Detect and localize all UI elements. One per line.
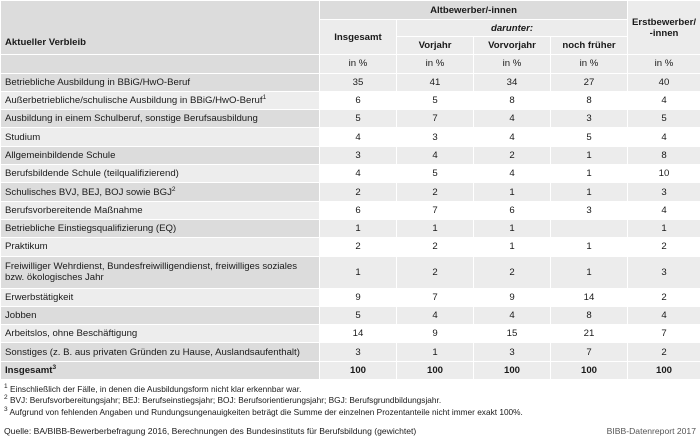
table-row xyxy=(1,343,700,361)
cell-value: 1 xyxy=(474,183,551,201)
cell-value: 7 xyxy=(397,288,474,306)
row-label xyxy=(1,146,320,164)
footnote-mark: 1 xyxy=(262,93,267,101)
footnote xyxy=(4,395,696,406)
cell-value: 3 xyxy=(551,110,628,128)
table-body xyxy=(1,73,700,379)
cell-value: 100 xyxy=(397,361,474,379)
cell-value: 4 xyxy=(320,128,397,146)
source-text: Quelle: BA/BIBB-Bewerberbefragung 2016, Berechnungen des Bundesinstituts für Berufsbildung (gewichtet) xyxy=(4,426,417,436)
cell-value: 34 xyxy=(474,73,551,91)
cell-value: 14 xyxy=(551,288,628,306)
cell-value: 35 xyxy=(320,73,397,91)
row-label xyxy=(1,91,320,109)
cell-value: 3 xyxy=(397,128,474,146)
row-label xyxy=(1,110,320,128)
cell-value: 40 xyxy=(628,73,700,91)
cell-value: 5 xyxy=(397,165,474,183)
row-label-text: Schulisches BVJ, BEJ, BOJ sowie BGJ xyxy=(5,186,172,198)
cell-value: 8 xyxy=(474,91,551,109)
row-label-text: Betriebliche Einstiegsqualifizierung (EQ) xyxy=(5,223,177,235)
row-label-text: Studium xyxy=(5,131,41,143)
table-row xyxy=(1,183,700,201)
row-label xyxy=(1,165,320,183)
cell-value: 100 xyxy=(551,361,628,379)
table-row xyxy=(1,306,700,324)
cell-value: 9 xyxy=(474,288,551,306)
cell-value: 7 xyxy=(551,343,628,361)
row-label xyxy=(1,306,320,324)
cell-value: 10 xyxy=(628,165,700,183)
cell-value: 100 xyxy=(628,361,700,379)
total-row xyxy=(1,361,700,379)
footnote-mark: 2 xyxy=(4,394,8,402)
cell-value: 4 xyxy=(474,165,551,183)
cell-value: 5 xyxy=(320,110,397,128)
vorvorjahr-header: Vorvorjahr xyxy=(474,37,551,55)
erstbewerber-header: Erstbewerber/ -innen xyxy=(628,1,700,55)
cell-value: 4 xyxy=(320,165,397,183)
cell-value: 3 xyxy=(320,343,397,361)
unit-label: in % xyxy=(628,55,700,73)
unit-label: in % xyxy=(551,55,628,73)
cell-value: 9 xyxy=(397,325,474,343)
table-row xyxy=(1,288,700,306)
table-row xyxy=(1,219,700,237)
cell-value: 2 xyxy=(397,256,474,288)
row-label-text: Freiwilliger Wehrdienst, Bundesfreiwilligendienst, freiwilliges soziales bzw. ökologisches Jahr xyxy=(5,261,298,284)
cell-value: 4 xyxy=(397,306,474,324)
cell-value: 8 xyxy=(628,146,700,164)
cell-value: 6 xyxy=(320,201,397,219)
cell-value: 4 xyxy=(474,306,551,324)
footnote-text: BVJ: Berufsvorbereitungsjahr; BEJ: Berufseinstiegsjahr; BOJ: Berufsorientierungsjahr; BGJ: Berufsgrundbildungsjahr. xyxy=(9,395,442,406)
row-label-text: Betriebliche Ausbildung in BBiG/HwO-Beruf xyxy=(5,76,191,88)
cell-value: 1 xyxy=(551,256,628,288)
cell-value: 2 xyxy=(628,288,700,306)
insgesamt-header: Insgesamt xyxy=(320,20,397,55)
row-label xyxy=(1,128,320,146)
cell-value: 8 xyxy=(551,91,628,109)
cell-value: 3 xyxy=(628,256,700,288)
cell-value: 1 xyxy=(551,146,628,164)
table-row xyxy=(1,201,700,219)
row-label-text: Berufsvorbereitende Maßnahme xyxy=(5,204,143,216)
cell-value: 4 xyxy=(628,91,700,109)
cell-value: 8 xyxy=(551,306,628,324)
cell-value: 4 xyxy=(628,306,700,324)
cell-value: 2 xyxy=(320,238,397,256)
row-label-text: Sonstiges (z. B. aus privaten Gründen zu Hause, Auslandsaufenthalt) xyxy=(5,346,300,358)
footnotes xyxy=(0,380,700,418)
row-label xyxy=(1,238,320,256)
row-label-header: Aktueller Verbleib xyxy=(1,1,320,55)
cell-value: 27 xyxy=(551,73,628,91)
row-label xyxy=(1,343,320,361)
cell-value: 1 xyxy=(551,238,628,256)
row-label-text: Berufsbildende Schule (teilqualifizierend) xyxy=(5,168,179,180)
row-label xyxy=(1,256,320,288)
cell-value: 4 xyxy=(474,128,551,146)
cell-value: 7 xyxy=(628,325,700,343)
footnote-mark: 3 xyxy=(52,363,57,371)
cell-value: 14 xyxy=(320,325,397,343)
footnote-text: Aufgrund von fehlenden Angaben und Rundungsungenauigkeiten beträgt die Summe der einzelnen Prozentanteile nicht immer exakt 100%. xyxy=(9,406,523,417)
cell-value: 1 xyxy=(551,165,628,183)
altbewerber-group-header: Altbewerber/-innen xyxy=(320,1,628,20)
cell-value: 2 xyxy=(397,183,474,201)
cell-value: 1 xyxy=(397,219,474,237)
row-label-text: Arbeitslos, ohne Beschäftigung xyxy=(5,328,138,340)
table-row xyxy=(1,91,700,109)
cell-value: 100 xyxy=(474,361,551,379)
noch-frueher-header: noch früher xyxy=(551,37,628,55)
cell-value: 1 xyxy=(628,219,700,237)
cell-value: 15 xyxy=(474,325,551,343)
source-line xyxy=(0,426,700,436)
row-label xyxy=(1,325,320,343)
table-row xyxy=(1,110,700,128)
cell-value: 1 xyxy=(320,256,397,288)
table-row xyxy=(1,165,700,183)
unit-label: in % xyxy=(397,55,474,73)
cell-value: 1 xyxy=(551,183,628,201)
cell-value: 3 xyxy=(551,201,628,219)
unit-row xyxy=(1,55,700,73)
cell-value: 5 xyxy=(551,128,628,146)
table-row xyxy=(1,256,700,288)
cell-value: 6 xyxy=(320,91,397,109)
cell-value: 3 xyxy=(474,343,551,361)
cell-value: 100 xyxy=(320,361,397,379)
row-label xyxy=(1,219,320,237)
row-label-text: Allgemeinbildende Schule xyxy=(5,149,116,161)
vorjahr-header: Vorjahr xyxy=(397,37,474,55)
cell-value: 2 xyxy=(397,238,474,256)
row-label-text: Ausbildung in einem Schulberuf, sonstige Berufsausbildung xyxy=(5,113,258,125)
cell-value: 5 xyxy=(628,110,700,128)
cell-value: 2 xyxy=(628,343,700,361)
row-label xyxy=(1,183,320,201)
cell-value: 4 xyxy=(397,146,474,164)
footnote-mark: 1 xyxy=(4,383,8,391)
cell-value: 3 xyxy=(628,183,700,201)
row-label-text: Insgesamt xyxy=(5,364,53,376)
cell-value: 9 xyxy=(320,288,397,306)
cell-value: 2 xyxy=(628,238,700,256)
footnote-text: Einschließlich der Fälle, in denen die Ausbildungsform nicht klar erkennbar war. xyxy=(9,384,302,395)
footnote xyxy=(4,407,696,418)
cell-value: 5 xyxy=(397,91,474,109)
row-label xyxy=(1,361,320,379)
cell-value: 21 xyxy=(551,325,628,343)
row-label-text: Jobben xyxy=(5,310,37,321)
cell-value: 5 xyxy=(320,306,397,324)
footnote-mark: 2 xyxy=(171,185,176,193)
cell-value: 4 xyxy=(474,110,551,128)
cell-value: 4 xyxy=(628,201,700,219)
cell-value: 1 xyxy=(474,238,551,256)
cell-value: 1 xyxy=(320,219,397,237)
table-row xyxy=(1,238,700,256)
row-label-text: Erwerbstätigkeit xyxy=(5,291,74,303)
cell-value: 4 xyxy=(628,128,700,146)
row-label xyxy=(1,288,320,306)
cell-value: 2 xyxy=(320,183,397,201)
darunter-label: darunter: xyxy=(397,20,628,37)
cell-value: 2 xyxy=(474,146,551,164)
cell-value: 3 xyxy=(320,146,397,164)
cell-value: 2 xyxy=(474,256,551,288)
table-row xyxy=(1,73,700,91)
publisher-text: BIBB-Datenreport 2017 xyxy=(606,426,696,436)
unit-label: in % xyxy=(320,55,397,73)
cell-value: 6 xyxy=(474,201,551,219)
cell-value: 1 xyxy=(397,343,474,361)
cell-value: 7 xyxy=(397,201,474,219)
table-row xyxy=(1,325,700,343)
cell-value: 1 xyxy=(474,219,551,237)
table-row xyxy=(1,128,700,146)
table-row xyxy=(1,146,700,164)
row-label-text: Praktikum xyxy=(5,241,48,253)
footnote xyxy=(4,384,696,395)
unit-label: in % xyxy=(474,55,551,73)
footnote-mark: 3 xyxy=(4,405,8,413)
cell-value xyxy=(551,219,628,237)
cell-value: 7 xyxy=(397,110,474,128)
cell-value: 41 xyxy=(397,73,474,91)
row-label xyxy=(1,201,320,219)
row-label xyxy=(1,73,320,91)
row-label-text: Außerbetriebliche/schulische Ausbildung in BBiG/HwO-Beruf xyxy=(5,95,263,107)
